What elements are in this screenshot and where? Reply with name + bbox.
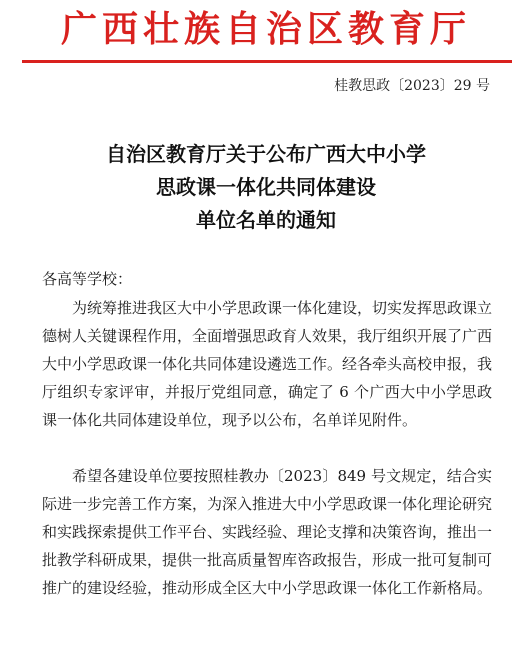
header-red-rule — [22, 60, 512, 63]
document-title-line-2: 思政课一体化共同体建设 — [156, 175, 376, 199]
body-paragraph-2: 希望各建设单位要按照桂教办〔2023〕849 号文规定，结合实际进一步完善工作方案，为深入推进大中小学思政课一体化理论研究和实践探索提供工作平台、实践经验、理论支撑和决策咨询，推出一批教学科研成果，提供一批高质量智库咨政报告，形成一批可复制可推广的建设经验，推动形成全区大中小学思政课一体化工作新格局。 — [42, 467, 493, 597]
document-number: 桂教思政〔2023〕29 号 — [334, 78, 490, 94]
document-title-line-3: 单位名单的通知 — [196, 208, 336, 232]
salutation: 各高等学校： — [42, 270, 133, 288]
document-title — [0, 138, 532, 237]
document-title-line-1: 自治区教育厅关于公布广西大中小学 — [106, 142, 426, 166]
body-paragraph-1: 为统筹推进我区大中小学思政课一体化建设，切实发挥思政课立德树人关键课程作用，全面增强思政育人效果，我厅组织开展了广西大中小学思政课一体化共同体建设遴选工作。经各牵头高校申报，我厅组织专家评审，并报厅党组同意，确定了 6 个广西大中小学思政课一体化共同体建设单位，现予以公布，名单详见附件。 — [42, 299, 493, 429]
agency-header: 广西壮族自治区教育厅 — [60, 8, 471, 50]
